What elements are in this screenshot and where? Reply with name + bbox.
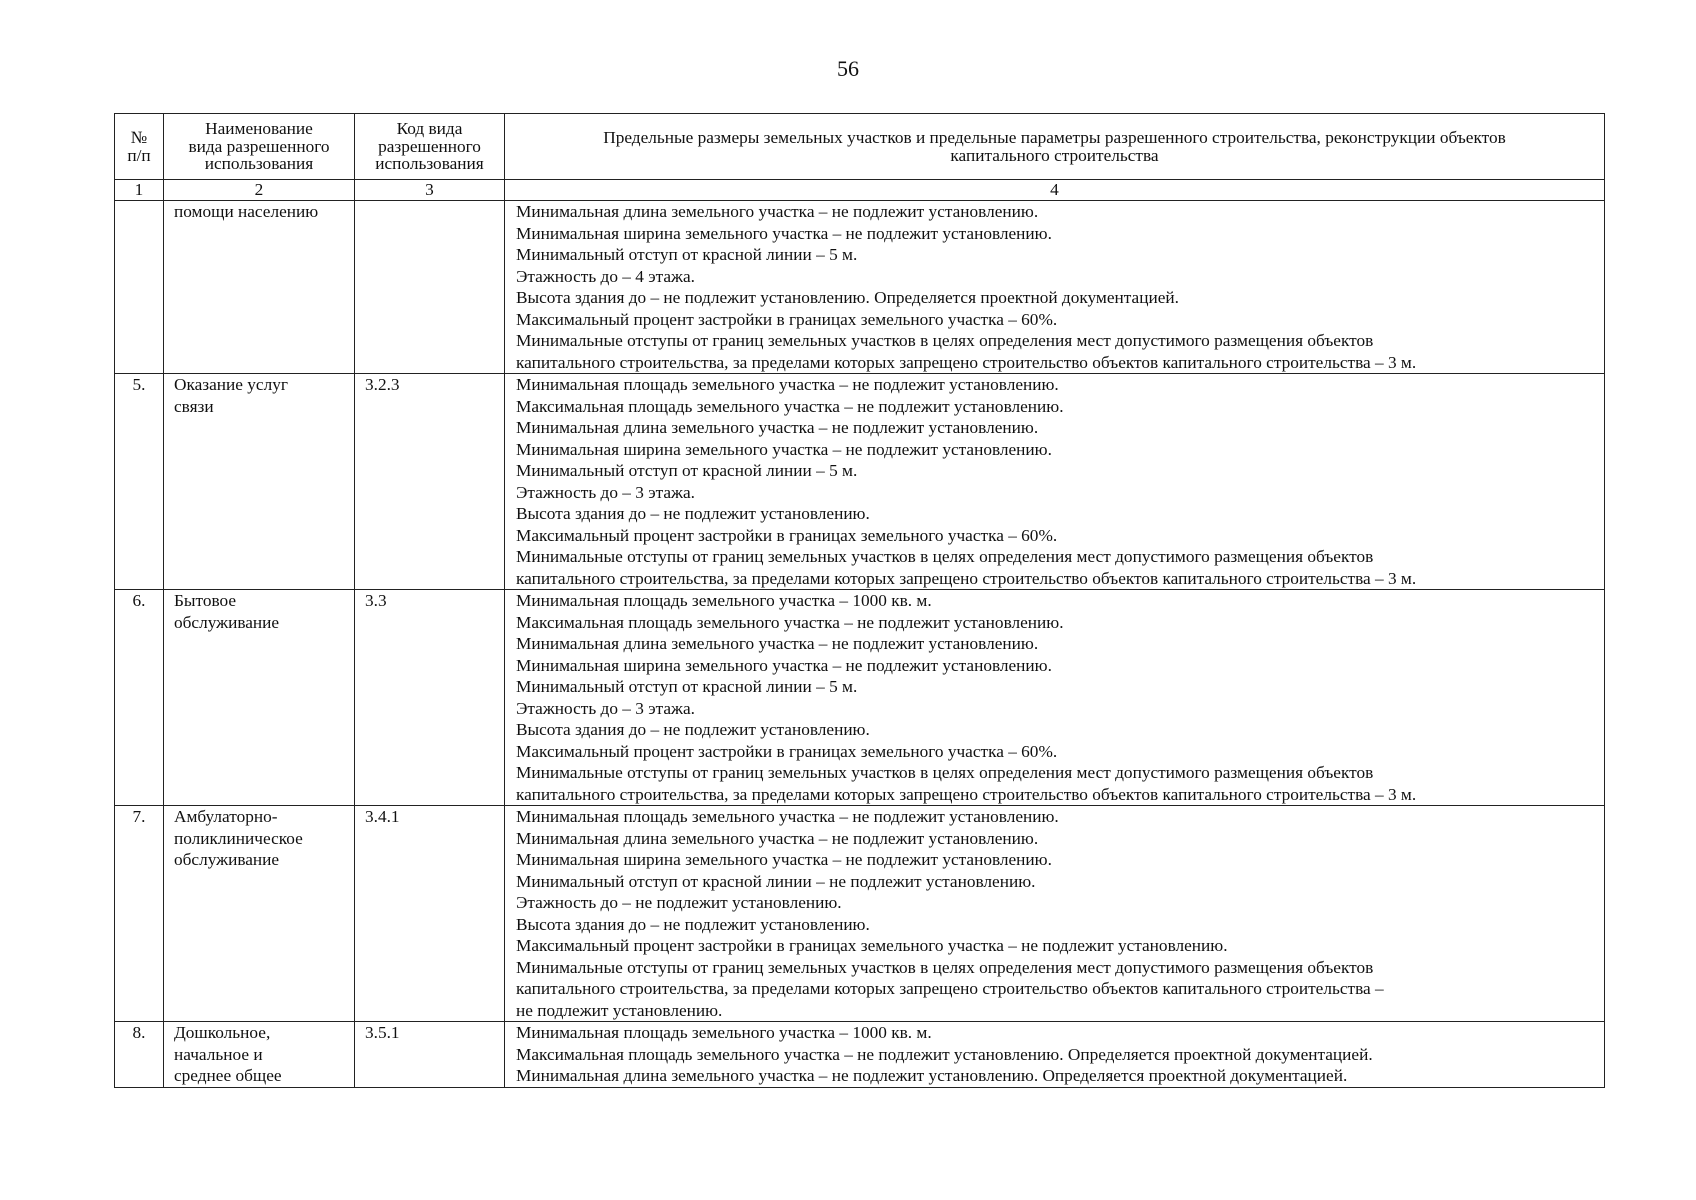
parameter-line: Минимальная длина земельного участка – не подлежит установлению. [516,202,1039,221]
parameter-line: Высота здания до – не подлежит установлению. [516,504,870,523]
header-text: п/п [127,145,151,165]
row-number-cell [115,1022,164,1088]
usage-code: 3.2.3 [365,375,400,394]
parameter-line: Минимальный отступ от красной линии – 5 м. [516,245,858,264]
usage-name-line: поликлиническое [174,828,303,848]
parameter-line: Максимальный процент застройки в границах земельного участка – не подлежит установлению. [516,936,1228,955]
usage-name-line: Дошкольное, [174,1023,271,1042]
parameter-line: Минимальные отступы от границ земельных участков в целях определения мест допустимого размещения объектов [516,957,1374,977]
header-text: использования [375,154,484,174]
row-number [115,201,163,223]
parameter-line: Минимальная ширина земельного участка – не подлежит установлению. [516,223,1052,243]
usage-name-line: Бытовое [174,591,237,610]
usage-name-line: обслуживание [174,850,280,869]
parameter-line: Минимальная площадь земельного участка – 1000 кв. м. [516,1023,932,1042]
header-text: использования [204,154,314,174]
header-text: № [130,128,148,147]
parameter-line: Минимальная площадь земельного участка – 1000 кв. м. [516,591,932,610]
parameter-line: Минимальные отступы от границ земельных участков в целях определения мест допустимого размещения объектов [516,763,1374,782]
table-row [115,806,1605,1022]
parameter-line: Минимальная площадь земельного участка – не подлежит установлению. [516,375,1059,394]
usage-code [365,201,504,223]
parameter-line: Максимальный процент застройки в границах земельного участка – 60%. [516,525,1058,545]
usage-code-cell [355,806,505,1022]
usage-code: 3.5.1 [365,1023,400,1042]
table-row [115,590,1605,806]
parameter-line: Минимальная ширина земельного участка – не подлежит установлению. [516,439,1052,459]
usage-code-cell [355,374,505,590]
usage-code: 3.3 [365,591,387,610]
table-row [115,201,1605,374]
parameter-line: Этажность до – 3 этажа. [516,482,695,502]
parameter-line: Этажность до – 4 этажа. [516,266,695,286]
header-text: капитального строительства [950,145,1159,165]
parameter-line: Минимальная ширина земельного участка – не подлежит установлению. [516,850,1052,869]
parameter-line: Минимальная площадь земельного участка – не подлежит установлению. [516,807,1059,826]
column-number: 2 [164,180,355,201]
usage-code-cell [355,1022,505,1088]
regulations-table [114,113,1605,1088]
header-usage-name [164,114,355,180]
row-number: 8. [132,1023,146,1042]
parameter-line: капитального строительства, за пределами которых запрещено строительство объектов капитального строительства – 3 м. [516,784,1417,804]
parameters-cell [505,1022,1605,1088]
usage-name-line: среднее общее [174,1066,282,1085]
parameter-line: Минимальный отступ от красной линии – 5 м. [516,461,858,480]
parameter-line: Максимальная площадь земельного участка – не подлежит установлению. [516,612,1064,632]
usage-code-cell [355,201,505,374]
parameter-line: Минимальная длина земельного участка – не подлежит установлению. Определяется проектной документацией. [516,1066,1348,1085]
parameter-line: Минимальный отступ от красной линии – не подлежит установлению. [516,871,1036,891]
parameter-line: Максимальная площадь земельного участка – не подлежит установлению. Определяется проектной документацией. [516,1044,1373,1064]
header-text: вида разрешенного [188,136,330,156]
parameters-cell [505,374,1605,590]
table-body [115,201,1605,1088]
parameter-line: Минимальная длина земельного участка – не подлежит установлению. [516,828,1039,848]
row-number-cell [115,590,164,806]
row-number: 6. [132,591,146,610]
parameter-line: Максимальный процент застройки в границах земельного участка – 60%. [516,309,1058,329]
header-number [115,114,164,180]
column-number-row [115,180,1605,201]
usage-name-cell [164,1022,355,1088]
header-parameters [505,114,1605,180]
parameters-cell [505,201,1605,374]
parameters-cell [505,806,1605,1022]
usage-code: 3.4.1 [365,807,400,826]
row-number-cell [115,201,164,374]
header-text: разрешенного [378,136,481,156]
column-number: 4 [505,180,1605,201]
row-number-cell [115,374,164,590]
column-number: 1 [115,180,164,201]
parameter-line: не подлежит установлению. [516,1000,723,1020]
row-number-cell [115,806,164,1022]
usage-name-line: Амбулаторно- [174,807,278,826]
row-number: 7. [132,807,146,826]
parameter-line: Высота здания до – не подлежит установлению. [516,914,870,934]
column-number: 3 [355,180,505,201]
header-usage-code [355,114,505,180]
header-text: Наименование [205,119,313,139]
page-number: 56 [837,56,859,81]
row-number: 5. [132,375,146,394]
parameters-cell [505,590,1605,806]
parameter-line: Минимальный отступ от красной линии – 5 м. [516,677,858,696]
parameter-line: Этажность до – 3 этажа. [516,698,695,718]
parameter-line: Максимальный процент застройки в границах земельного участка – 60%. [516,741,1058,761]
parameter-line: Минимальная длина земельного участка – не подлежит установлению. [516,418,1039,437]
header-row [115,114,1605,180]
table-row [115,1022,1605,1088]
parameter-line: Минимальная длина земельного участка – не подлежит установлению. [516,634,1039,653]
parameter-line: капитального строительства, за пределами которых запрещено строительство объектов капитального строительства – [516,979,1384,998]
usage-code-cell [355,590,505,806]
usage-name-line: Оказание услуг [174,375,288,394]
parameter-line: Высота здания до – не подлежит установлению. Определяется проектной документацией. [516,288,1179,307]
usage-name-line: связи [174,396,214,416]
usage-name-line: обслуживание [174,612,280,632]
parameter-line: Высота здания до – не подлежит установлению. [516,720,870,739]
usage-name-cell [164,374,355,590]
usage-name-cell [164,806,355,1022]
parameter-line: Этажность до – не подлежит установлению. [516,893,842,912]
usage-name-cell [164,201,355,374]
parameter-line: Минимальные отступы от границ земельных участков в целях определения мест допустимого размещения объектов [516,331,1374,350]
parameter-line: капитального строительства, за пределами которых запрещено строительство объектов капитального строительства – 3 м. [516,568,1417,588]
usage-name-line: начальное и [174,1044,263,1064]
header-text: Код вида [396,119,463,139]
parameter-line: Минимальная ширина земельного участка – не подлежит установлению. [516,655,1052,675]
parameter-line: Максимальная площадь земельного участка – не подлежит установлению. [516,396,1064,416]
parameter-line: капитального строительства, за пределами которых запрещено строительство объектов капитального строительства – 3 м. [516,352,1417,372]
header-text: Предельные размеры земельных участков и предельные параметры разрешенного строительства, реконструкции объектов [603,128,1506,147]
usage-name-cell [164,590,355,806]
parameter-line: Минимальные отступы от границ земельных участков в целях определения мест допустимого размещения объектов [516,547,1374,566]
usage-name-line: помощи населению [174,202,319,221]
table-row [115,374,1605,590]
